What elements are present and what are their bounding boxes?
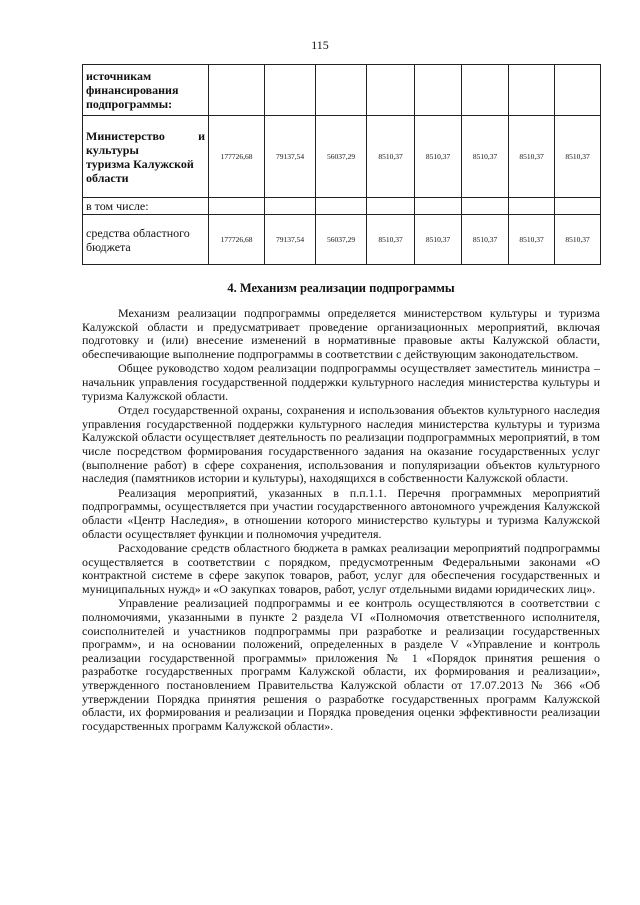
table-cell: 8510,37	[462, 215, 509, 265]
table-cell: 56037,29	[316, 116, 367, 198]
row-label-ministry	[83, 116, 209, 198]
table-row-including	[83, 198, 601, 215]
table-cell: 8510,37	[415, 116, 462, 198]
table-cell: 8510,37	[367, 116, 415, 198]
empty-cell	[209, 198, 265, 215]
paragraph: Отдел государственной охраны, сохранения и использования объектов культурного наследия управления государственной поддержки культурного наследия министерства культуры и туризма Калужской области осуществляет деятельность по реализации подпрограммных мероприятий, в том числе посредством формирования государственного задания на оказание государственных услуг (выполнение работ) в сфере сохранения, использования и популяризации объектов культурного наследия (памятников истории и культуры), находящихся в собственности Калужской области.	[82, 403, 600, 486]
empty-cell	[316, 65, 367, 116]
row-label-including: в том числе:	[83, 198, 209, 215]
empty-cell	[316, 198, 367, 215]
empty-cell	[367, 65, 415, 116]
table-row-ministry	[83, 116, 601, 198]
empty-cell	[265, 65, 316, 116]
table-row-budget	[83, 215, 601, 265]
empty-cell	[415, 198, 462, 215]
empty-cell	[509, 198, 555, 215]
page-number: 115	[311, 38, 329, 52]
ministry-label-conj: и	[198, 128, 205, 143]
ministry-label-b: туризма Калужской области	[86, 156, 194, 185]
paragraph: Реализация мероприятий, указанных в п.п.1.1. Перечня программных мероприятий подпрограммы, осуществляется при участии государственного автономного учреждения Калужской области «Центр Наследия», в отношении которого министерство культуры и туризма Калужской области осуществляет функции и полномочия учредителя.	[82, 485, 600, 541]
table-cell: 79137,54	[265, 215, 316, 265]
paragraph: Управление реализацией подпрограммы и ее контроль осуществляются в соответствии с полномочиями, указанными в пункте 2 раздела VI «Полномочия ответственного исполнителя, соисполнителей и участников подпрограммы при разработке и реализации государственных программ», и на основании положений, определенных в разделе V «Управление и контроль реализации государственной программы» приложения № 1 «Порядок принятия решения о разработке государственных программ Калужской области, их формирования и реализации», утвержденного постановлением Правительства Калужской области от 17.07.2013 № 366 «Об утверждении Порядка принятия решения о разработке государственных программ Калужской области, их формирования и реализации и Порядка проведения оценки эффективности реализации государственных программ Калужской области».	[82, 596, 600, 733]
paragraph: Расходование средств областного бюджета в рамках реализации мероприятий подпрограммы осуществляется в соответствии с порядком, предусмотренным Федеральными законами «О контрактной системе в сфере закупок товаров, работ, услуг для обеспечения государственных и муниципальных нужд» и «О закупках товаров, работ, услуг отдельными видами юридических лиц».	[82, 541, 600, 596]
empty-cell	[462, 65, 509, 116]
table-cell: 177726,68	[209, 215, 265, 265]
row-label-budget: средства областного бюджета	[83, 215, 209, 265]
table-cell: 8510,37	[555, 215, 601, 265]
table-cell: 56037,29	[316, 215, 367, 265]
empty-cell	[462, 198, 509, 215]
paragraph: Механизм реализации подпрограммы определяется министерством культуры и туризма Калужской области и предусматривает проведение организационных мероприятий, включая подготовку и (или) внесение изменений в нормативные правовые акты Калужской области, обеспечивающие выполнение подпрограммы в соответствии с действующим законодательством.	[82, 306, 600, 361]
table-cell: 79137,54	[265, 116, 316, 198]
financing-table	[82, 64, 601, 265]
table-row-header	[83, 65, 601, 116]
table-cell: 8510,37	[367, 215, 415, 265]
table-cell: 8510,37	[555, 116, 601, 198]
section-title: 4. Механизм реализации подпрограммы	[227, 281, 455, 295]
empty-cell	[415, 65, 462, 116]
paragraph: Общее руководство ходом реализации подпрограммы осуществляет заместитель министра – начальник управления государственной поддержки культурного наследия министерства культуры и туризма Калужской области.	[82, 361, 600, 403]
empty-cell	[555, 65, 601, 116]
row-label-sources: источникам финансирования подпрограммы:	[83, 65, 209, 116]
body-text	[82, 307, 600, 733]
empty-cell	[509, 65, 555, 116]
table-cell: 8510,37	[415, 215, 462, 265]
empty-cell	[265, 198, 316, 215]
table-cell: 8510,37	[509, 215, 555, 265]
ministry-label-a: Министерство культуры	[86, 128, 165, 157]
empty-cell	[367, 198, 415, 215]
empty-cell	[209, 65, 265, 116]
table-cell: 8510,37	[509, 116, 555, 198]
table-cell: 8510,37	[462, 116, 509, 198]
empty-cell	[555, 198, 601, 215]
table-cell: 177726,68	[209, 116, 265, 198]
